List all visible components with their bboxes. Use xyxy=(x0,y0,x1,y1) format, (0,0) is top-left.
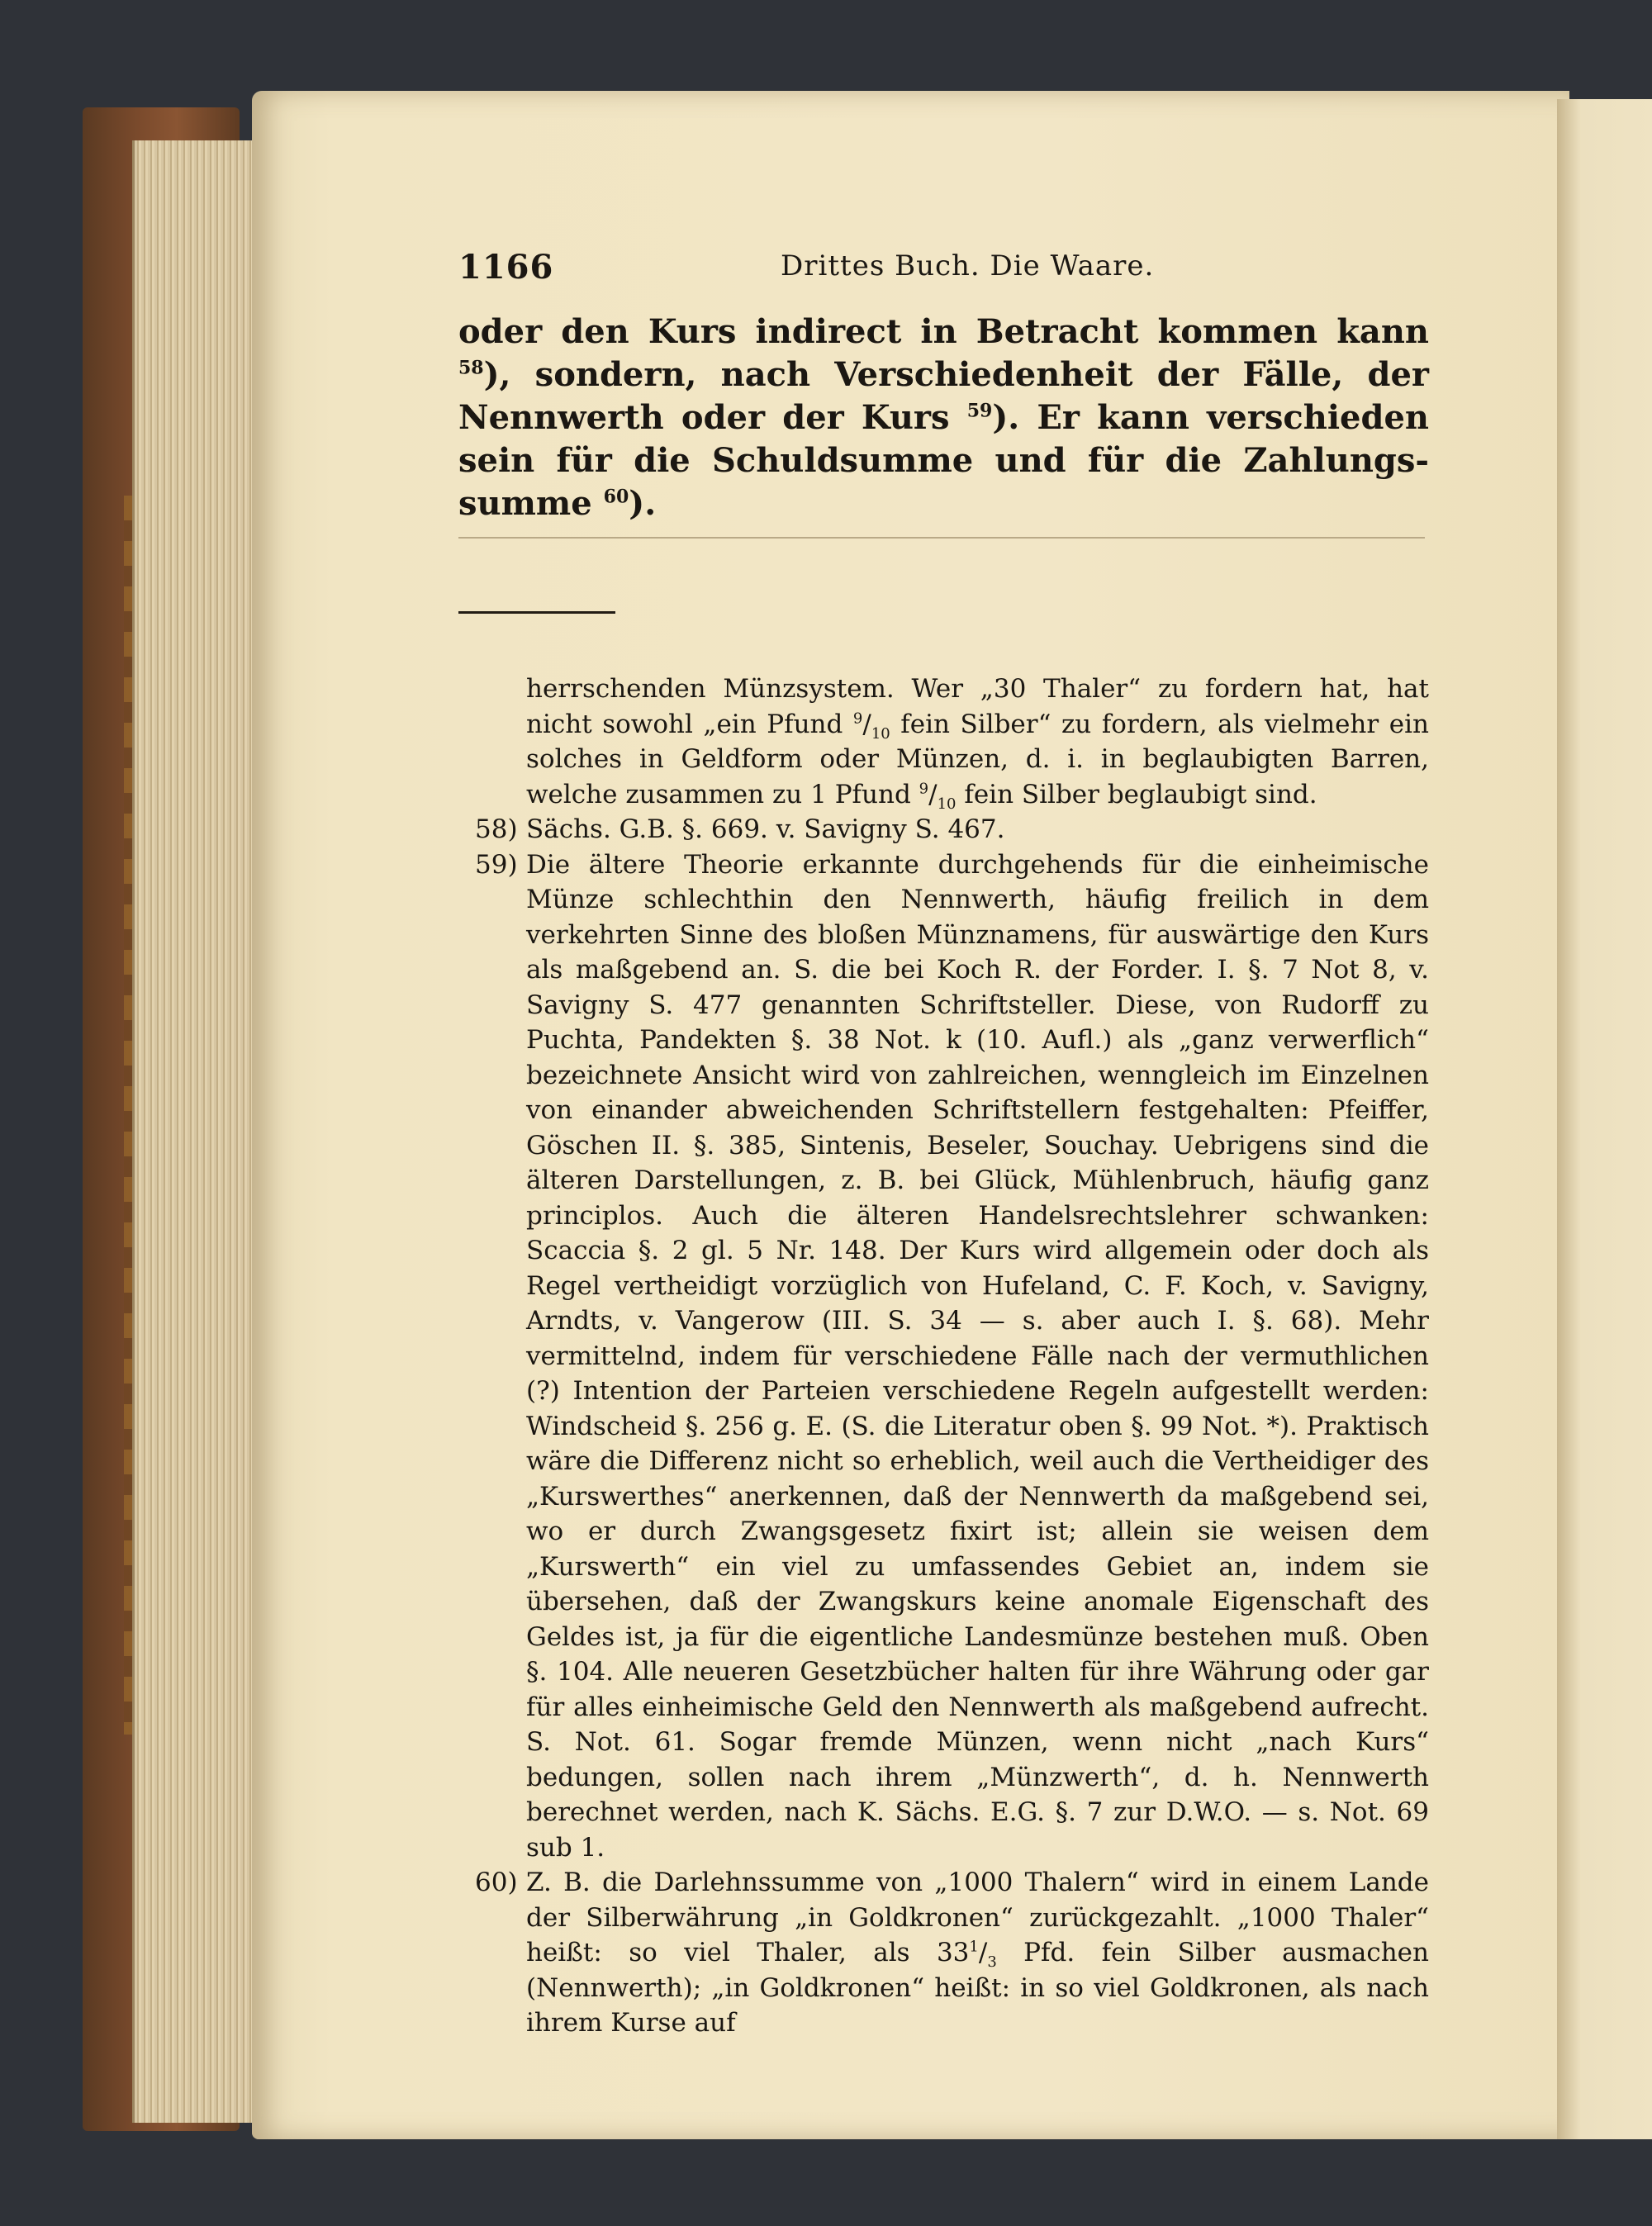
facing-page-edge xyxy=(1557,99,1652,2139)
fraction-denominator-2: 10 xyxy=(937,795,957,813)
footnote-separator xyxy=(458,611,615,614)
footnote-number: 58) xyxy=(475,814,518,844)
running-head xyxy=(458,248,1429,289)
footnote-59 xyxy=(458,847,1429,1866)
running-title: Drittes Buch. Die Waare. xyxy=(781,249,1155,282)
fraction-denominator: 3 xyxy=(987,1953,997,1972)
footnote-continuation-a: herrschenden Münzsystem. Wer „30 Thaler“ zu fordern hat, hat nicht sowohl „ein Pfund xyxy=(526,674,1429,739)
footnote-60: 60) Z. B. die Darlehnssumme von „1000 Thalern“ wird in einem Lande der Silberwährung „in Goldkronen“ zurückgezahlt. „1000 Thaler“ heißt: so viel Thaler, als $33^1/_3$ Pfd. fein Silber ausmachen (Nennwerth); „in Goldkronen“ heißt: in so viel Goldkronen, als nach ihrem Kurse auf xyxy=(458,1865,1429,2041)
fraction-numerator: 1 xyxy=(969,1938,979,1956)
footnote-continuation: herrschenden Münzsystem. Wer „30 Thaler“ zu fordern hat, hat nicht sowohl „ein Pfund $^9/_{10}$ fein Silber“ zu fordern, als vielmehr ein solches in Geldform oder Münzen, d. i. in beglaubigten Barren, welche zusammen zu 1 Pfund $^9/_{10}$ fein Silber beglaubigt sind. xyxy=(526,674,1429,813)
footnote-text: Die ältere Theorie erkannte durchgehends für die einheimische Münze schlechthin den Nennwerth, häufig freilich in dem verkehrten Sinne des bloßen Münznamens, für auswärtige den Kurs als maßgebend an. S. die bei Koch R. der Forder. I. §. 7 Not 8, v. Savigny S. 477 genannten Schriftsteller. Diese, von Rudorff zu Puchta, Pandekten §. 38 Not. k (10. Aufl.) als „ganz verwerflich“ bezeichnete Ansicht wird von zahlreichen, wenngleich im Einzelnen von einander abweichenden Schriftstellern festgehalten: Pfeiffer, Göschen II. §. 385, Sintenis, Beseler, Souchay. Uebrigens sind die älteren Darstellungen, z. B. bei Glück, Mühlenbruch, häufig ganz principlos. Auch die älteren Handelsrechtslehrer schwanken: Scaccia §. 2 gl. 5 Nr. 148. Der Kurs wird allgemein oder doch als Regel vertheidigt vorzüglich von Hufeland, C. F. Koch, v. Savigny, Arndts, v. Vangerow (III. S. 34 — s. aber auch I. §. 68). Mehr vermittelnd, indem für verschiedene Fälle nach der vermuthlichen (?) Intention der Parteien verschiedene Regeln aufgestellt werden: Windscheid §. 256 g. E. (S. die Literatur oben §. 99 Not. *). Praktisch wäre die Differenz nicht so erheblich, weil auch die Vertheidiger des „Kurswerthes“ anerkennen, daß der Nennwerth da maßgebend sei, wo er durch Zwangsgesetz fixirt ist; allein sie weisen dem „Kurswerth“ ein viel zu umfassendes Gebiet an, indem sie übersehen, daß der Zwangskurs keine anomale Eigenschaft des Geldes ist, ja für die eigentliche Landesmünze bestehen muß. Oben §. 104. Alle neueren Gesetzbücher halten für ihre Währung oder gar für alles einheimische Geld den Nennwerth als maßgebend aufrecht. S. Not. 61. Sogar fremde Münzen, wenn nicht „nach Kurs“ bedungen, sollen nach ihrem „Münzwerth“, d. h. Nennwerth berechnet werden, nach K. Sächs. E.G. §. 7 zur D.W.O. — s. Not. 69 sub 1. xyxy=(526,849,1429,1863)
page-content xyxy=(458,248,1429,2041)
body-text-c: ). Er kann verschieden sein für die Schuldsumme und für die Zahlungs-summe xyxy=(458,398,1429,523)
page-number: 1166 xyxy=(458,248,554,287)
footnote-ref-58: 58 xyxy=(458,357,484,379)
footnote-ref-59: 59 xyxy=(966,400,993,422)
body-text-a: oder den Kurs indirect in Betracht kommen kann xyxy=(458,312,1429,351)
footnote-number: 59) xyxy=(475,849,518,880)
footnote-text-a: Z. B. die Darlehnssumme von „1000 Thalern“ wird in einem Lande der Silberwährung „in Goldkronen“ zurückgezahlt. „1000 Thaler“ heißt: so viel Thaler, als 33 xyxy=(526,1868,1429,1967)
footnote-58 xyxy=(458,812,1429,847)
footnote-continuation-b: fein Silber“ zu fordern, als vielmehr ein solches in Geldform oder Münzen, d. i. in beglaubigten Barren, welche zusammen zu 1 Pfund xyxy=(526,709,1429,809)
page-edges xyxy=(132,140,267,2123)
footnote-text-b: Pfd. fein Silber ausmachen (Nennwerth); „in Goldkronen“ heißt: in so viel Goldkronen, als nach ihrem Kurse auf xyxy=(526,1938,1429,2038)
fraction-numerator-2: 9 xyxy=(919,780,929,798)
footnote-text: Sächs. G.B. §. 669. v. Savigny S. 467. xyxy=(526,814,1005,844)
faint-rule xyxy=(458,537,1425,539)
footnote-number: 60) xyxy=(475,1868,518,1897)
fraction-denominator: 10 xyxy=(871,724,890,743)
footnotes xyxy=(458,672,1429,2041)
fraction-numerator: 9 xyxy=(852,710,863,728)
footnote-ref-60: 60 xyxy=(603,486,629,508)
footnote-continuation-c: fein Silber beglaubigt sind. xyxy=(964,779,1317,809)
body-text-d: ). xyxy=(629,484,657,523)
main-paragraph xyxy=(458,311,1429,525)
body-text-b: ), sondern, nach Verschiedenheit der Fälle, der Nennwerth oder der Kurs xyxy=(458,355,1429,437)
